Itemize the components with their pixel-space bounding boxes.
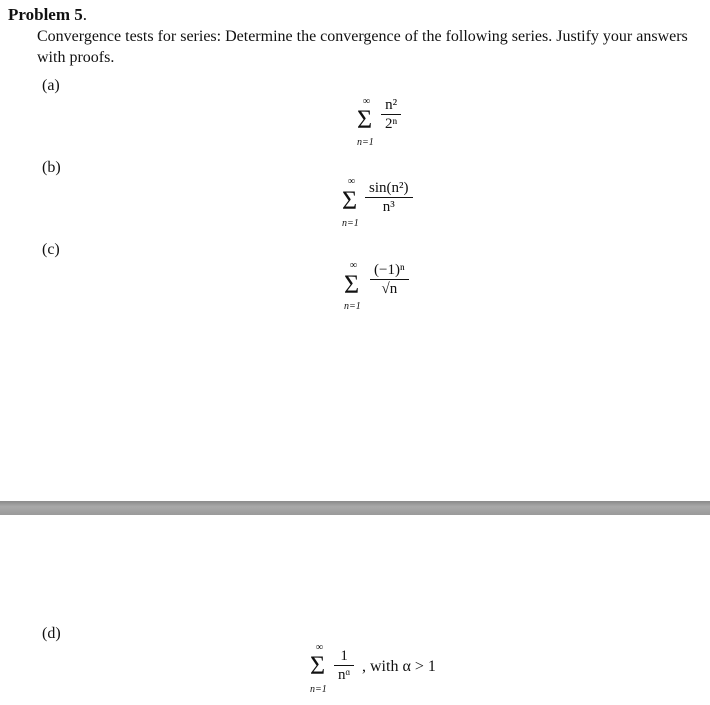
part-c-fraction [370,262,409,298]
part-c-sigma: Σ [344,270,360,299]
problem-title [8,5,87,25]
part-b-sigma: Σ [342,186,358,215]
part-b-label: (b) [42,159,61,176]
part-c-upper-limit: ∞ [350,260,358,271]
part-c-label: (c) [42,241,60,258]
part-a-label: (a) [42,77,60,94]
part-b-numerator: sin(n²) [369,180,409,196]
part-d-lower-limit: n=1 [310,684,327,695]
part-a-upper-limit: ∞ [363,96,371,107]
part-c-numerator: (−1)ⁿ [374,262,405,278]
part-d-denominator: nᵅ [334,665,354,684]
part-d-sigma: Σ [310,651,326,680]
part-a-lower-limit: n=1 [357,137,374,148]
part-d-condition: , with α > 1 [362,658,436,675]
part-d-numerator: 1 [340,648,348,664]
page-break-divider [0,501,710,515]
part-b-upper-limit: ∞ [348,176,356,187]
part-d-label: (d) [42,625,61,642]
part-c-lower-limit: n=1 [344,301,361,312]
part-d-fraction [334,648,354,684]
problem-title-text: Problem 5 [8,5,83,24]
problem-title-period: . [82,5,88,24]
part-b-lower-limit: n=1 [342,218,359,229]
part-d-upper-limit: ∞ [316,642,324,653]
part-a-fraction [381,97,401,133]
part-b-fraction [365,180,413,216]
part-a-sigma: Σ [357,105,373,134]
problem-intro: Convergence tests for series: Determine the convergence of the following series. Justify your answers with proofs. [37,28,688,66]
part-a-denominator: 2ⁿ [381,114,401,133]
part-a-numerator: n² [385,97,398,113]
part-b-denominator: n³ [365,197,413,216]
part-c-denominator: √n [370,279,409,298]
